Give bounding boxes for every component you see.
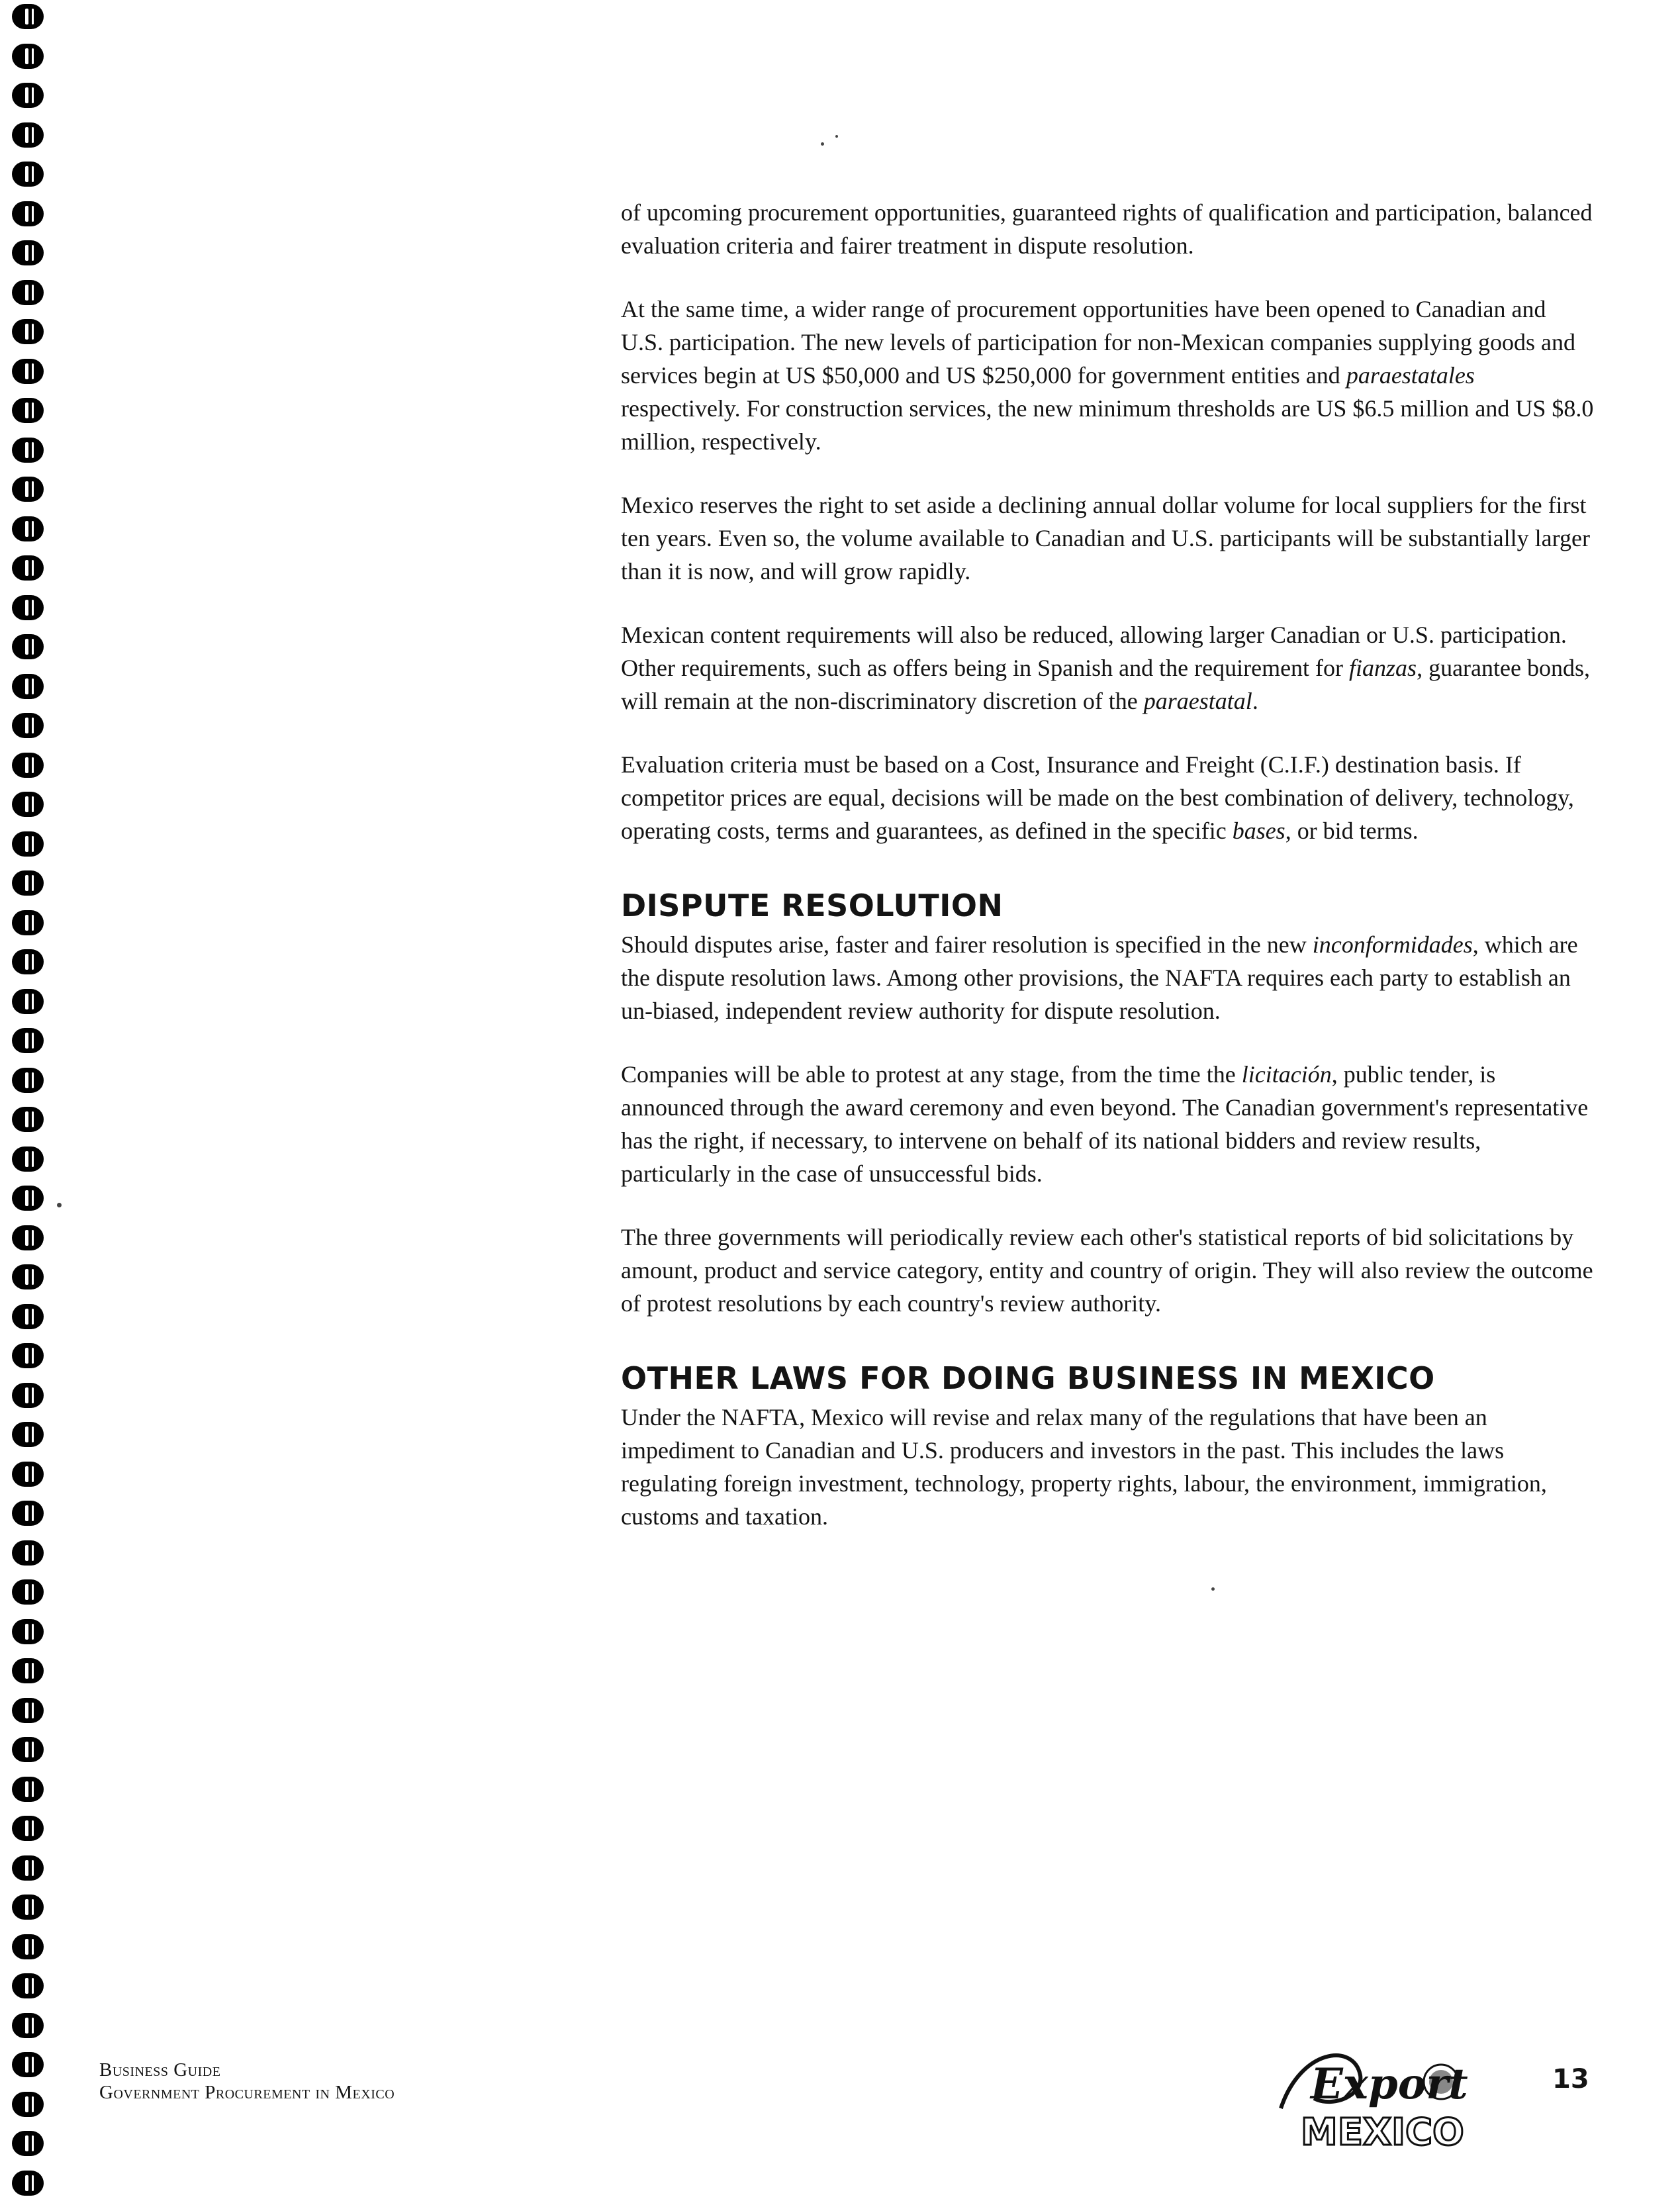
binding-hole (12, 1422, 44, 1447)
italic-term: paraestatal (1143, 688, 1252, 714)
binding-hole (12, 1895, 44, 1920)
binding-hole (12, 949, 44, 974)
paragraph-other-laws: Under the NAFTA, Mexico will revise and relax many of the regulations that have been an impediment to Canadian and U.S. producers and investors in the past. This includes the laws regulating foreign investment, technology, property rights, labour, the environment, immigration, customs and taxation. (621, 1404, 1547, 1530)
binding-hole (12, 753, 44, 778)
binding-hole (12, 438, 44, 463)
binding-hole (12, 1147, 44, 1172)
binding-hole (12, 1816, 44, 1841)
scan-speck (835, 135, 838, 138)
binding-hole (12, 1934, 44, 1959)
binding-hole (12, 1619, 44, 1644)
binding-hole (12, 2131, 44, 2156)
paragraph-set-aside: Mexico reserves the right to set aside a declining annual dollar volume for local suppliers for the first ten years. Even so, the volume available to Canadian and U.S. participants will be substantially larger than it is now, and will grow rapidly. (621, 492, 1590, 585)
paragraph-protest-stage (621, 1058, 1594, 1190)
binding-hole (12, 201, 44, 226)
binding-hole (12, 555, 44, 581)
footer-guide-subtitle: Government Procurement in Mexico (99, 2082, 395, 2103)
binding-hole (12, 713, 44, 738)
scan-speck (57, 1203, 62, 1207)
binding-hole (12, 2092, 44, 2117)
binding-hole (12, 1028, 44, 1053)
paragraph-dispute-laws-text: Should disputes arise, faster and fairer resolution is specified in the new inconformidades, which are the dispute resolution laws. Among other provisions, the NAFTA requires each party to establish an un-biased, independent review authority for dispute resolution. (621, 931, 1578, 1024)
binding-hole (12, 1462, 44, 1487)
binding-hole (12, 1698, 44, 1723)
logo-text-export: Export (1311, 2059, 1468, 2109)
binding-hole (12, 1658, 44, 1683)
binding-hole (12, 280, 44, 305)
binding-hole (12, 319, 44, 344)
binding-hole (12, 122, 44, 148)
binding-hole (12, 989, 44, 1014)
binding-hole (12, 83, 44, 108)
binding-hole (12, 44, 44, 69)
binding-hole (12, 1343, 44, 1368)
binding-hole (12, 1579, 44, 1605)
binding-hole (12, 398, 44, 423)
binding-hole (12, 792, 44, 817)
binding-hole (12, 831, 44, 857)
scan-speck (821, 142, 824, 146)
binding-hole (12, 1186, 44, 1211)
binding-hole (12, 2052, 44, 2077)
binding-hole (12, 2171, 44, 2196)
binding-hole (12, 595, 44, 620)
binding-hole (12, 1264, 44, 1289)
binding-hole (12, 1737, 44, 1762)
paragraph-content-requirements (621, 618, 1594, 718)
binding-hole (12, 359, 44, 384)
heading-other-laws-text: OTHER LAWS FOR DOING BUSINESS IN MEXICO (621, 1360, 1435, 1396)
heading-dispute-resolution (621, 887, 1594, 924)
binding-hole (12, 634, 44, 659)
paragraph-thresholds (621, 293, 1594, 458)
page-number: 13 (1552, 2064, 1589, 2094)
italic-term: licitación (1241, 1061, 1332, 1088)
binding-hole (12, 1777, 44, 1802)
binding-hole (12, 1501, 44, 1526)
paragraph-government-review: The three governments will periodically review each other's statistical reports of bid solicitations by amount, product and service category, entity and country of origin. They will also review the outcome of protest resolutions by each country's review authority. (621, 1224, 1593, 1317)
logo-text-mexico: MEXICO (1301, 2111, 1464, 2154)
italic-term: bases (1232, 818, 1285, 844)
binding-hole (12, 1107, 44, 1132)
running-footer (99, 2059, 395, 2104)
binding-hole (12, 674, 44, 699)
binding-hole (12, 4, 44, 29)
binding-hole (12, 910, 44, 935)
binding-hole (12, 1383, 44, 1408)
italic-term: fianzas (1349, 655, 1417, 681)
binding-hole (12, 1540, 44, 1566)
binding-hole (12, 2013, 44, 2038)
paragraph-content-requirements-text: Mexican content requirements will also be reduced, allowing larger Canadian or U.S. participation. Other requirements, such as offers being in Spanish and the requirement for fianzas, guarantee bonds, will remain at the non-discriminatory discretion of the paraestatal. (621, 622, 1590, 714)
binding-hole (12, 1973, 44, 1998)
heading-dispute-resolution-text: DISPUTE RESOLUTION (621, 888, 1003, 923)
footer-guide-title: Business Guide (99, 2059, 221, 2081)
binding-hole (12, 1304, 44, 1329)
paragraph-evaluation-criteria (621, 748, 1594, 847)
binding-hole (12, 162, 44, 187)
binding-hole (12, 477, 44, 502)
italic-term: paraestatales (1346, 362, 1475, 389)
paragraph-evaluation-criteria-text: Evaluation criteria must be based on a Cost, Insurance and Freight (C.I.F.) destination basis. If competitor prices are equal, decisions will be made on the best combination of delivery, technology, operating costs, terms and guarantees, as defined in the specific bases, or bid terms. (621, 751, 1574, 844)
document-body (621, 196, 1594, 1564)
heading-other-laws (621, 1360, 1594, 1397)
spiral-binding (12, 0, 49, 2201)
binding-hole (12, 1068, 44, 1093)
binding-hole (12, 516, 44, 541)
italic-term: inconformidades (1312, 931, 1473, 958)
binding-hole (12, 1225, 44, 1250)
paragraph-procurement-intro: of upcoming procurement opportunities, guaranteed rights of qualification and participation, balanced evaluation criteria and fairer treatment in dispute resolution. (621, 199, 1593, 259)
paragraph-dispute-laws (621, 928, 1594, 1027)
export-mexico-logo (1274, 2036, 1473, 2155)
scan-speck (1211, 1587, 1215, 1591)
paragraph-protest-stage-text: Companies will be able to protest at any stage, from the time the licitación, public tender, is announced through the award ceremony and even beyond. The Canadian government's representative has the right, if necessary, to intervene on behalf of its national bidders and review results, particularly in the case of unsuccessful bids. (621, 1061, 1589, 1187)
paragraph-thresholds-text: At the same time, a wider range of procurement opportunities have been opened to Canadian and U.S. participation. The new levels of participation for non-Mexican companies supplying goods and services begin at US $50,000 and US $250,000 for government entities and paraestatales respectively. For construction services, the new minimum thresholds are US $6.5 million and US $8.0 million, respectively. (621, 296, 1594, 455)
binding-hole (12, 240, 44, 265)
binding-hole (12, 870, 44, 896)
binding-hole (12, 1855, 44, 1881)
